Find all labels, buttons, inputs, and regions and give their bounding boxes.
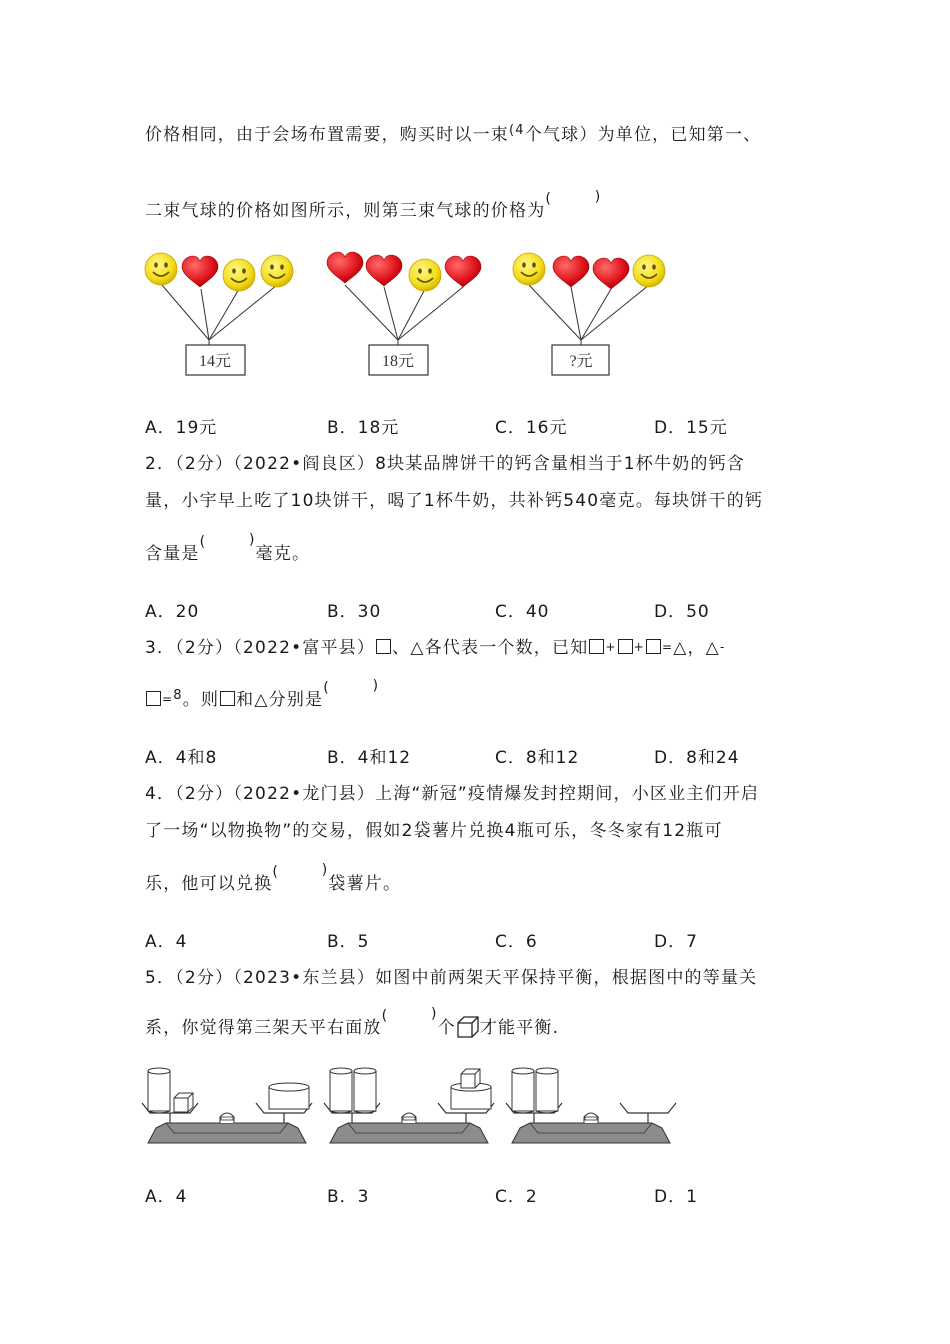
cube-icon [461, 1069, 480, 1088]
q5-text-line2: 系，你觉得第三架天平右面放( ) 个 才能平衡. [145, 1013, 559, 1039]
q1-option-a[interactable]: A．19元 [145, 418, 218, 438]
q3-text-line2: =$^8$。则 和△分别是( ) [145, 685, 379, 710]
q2-option-b[interactable]: B．30 [327, 602, 382, 622]
smiley-balloon-icon [261, 255, 293, 287]
balance-2 [324, 1068, 494, 1143]
q5-option-c[interactable]: C．2 [495, 1187, 538, 1207]
q2-option-d[interactable]: D．50 [654, 602, 710, 622]
q4-option-a[interactable]: A．4 [145, 932, 188, 952]
cube-icon [174, 1093, 193, 1112]
q2-text-line1: 2．（2分）（2022•阎良区）8块某品牌饼干的钙含量相当于1杯牛奶的钙含 [145, 454, 745, 474]
wide-cylinder-icon [269, 1083, 309, 1109]
heart-balloon-icon [553, 256, 589, 287]
q5-option-b[interactable]: B．3 [327, 1187, 370, 1207]
cube-icon [456, 1015, 480, 1039]
q3-text-line1: 3．（2分）（2022•富平县） 、△各代表一个数，已知 + + =△，△- [145, 638, 726, 658]
answer-blank [382, 1016, 438, 1033]
q3-option-b[interactable]: B．4和12 [327, 748, 412, 768]
q5-option-d[interactable]: D．1 [654, 1187, 698, 1207]
square-symbol [220, 691, 235, 706]
q1-text-line2: 二束气球的价格如图所示，则第三束气球的价格为( ) [145, 196, 601, 221]
heart-balloon-icon [445, 256, 481, 287]
balance-1 [142, 1068, 312, 1143]
smiley-balloon-icon [145, 253, 177, 285]
balloon-figure [135, 245, 675, 385]
heart-balloon-icon [327, 252, 363, 283]
balance-figure [138, 1065, 698, 1155]
price-tag-1: 14元 [198, 353, 232, 370]
q4-option-b[interactable]: B．5 [327, 932, 370, 952]
q3-option-c[interactable]: C．8和12 [495, 748, 580, 768]
square-symbol [618, 639, 633, 654]
q4-text-line2: 了一场“以物换物”的交易，假如2袋薯片兑换4瓶可乐，冬冬家有12瓶可 [145, 821, 723, 841]
q1-option-b[interactable]: B．18元 [327, 418, 400, 438]
q3-option-a[interactable]: A．4和8 [145, 748, 218, 768]
heart-balloon-icon [182, 256, 218, 287]
q5-text-line1: 5．（2分）（2023•东兰县）如图中前两架天平保持平衡，根据图中的等量关 [145, 968, 758, 988]
cylinder-icon [512, 1068, 534, 1113]
balance-3 [506, 1068, 676, 1143]
q4-option-c[interactable]: C．6 [495, 932, 538, 952]
price-tag-3: ?元 [569, 353, 593, 370]
balloon-bunch-3 [513, 253, 665, 375]
cylinder-icon [354, 1068, 376, 1113]
heart-balloon-icon [366, 255, 402, 286]
q1-text-line1: 价格相同，由于会场布置需要，购买时以一束$^{(4}$个气球）为单位，已知第一、 [145, 123, 762, 145]
q2-text-line3: 含量是( ) 毫克。 [145, 539, 310, 564]
cylinder-icon [148, 1068, 170, 1113]
smiley-balloon-icon [513, 253, 545, 285]
smiley-balloon-icon [223, 259, 255, 291]
q4-text-line3: 乐，他可以兑换( ) 袋薯片。 [145, 869, 401, 894]
q3-option-d[interactable]: D．8和24 [654, 748, 740, 768]
balloon-bunch-2 [327, 252, 481, 375]
answer-blank [323, 688, 379, 705]
answer-blank [272, 872, 328, 889]
q1-option-d[interactable]: D．15元 [654, 418, 728, 438]
q2-option-a[interactable]: A．20 [145, 602, 200, 622]
square-symbol [589, 639, 604, 654]
square-symbol [376, 639, 391, 654]
square-symbol [146, 691, 161, 706]
q2-option-c[interactable]: C．40 [495, 602, 550, 622]
answer-blank [545, 199, 601, 216]
q2-text-line2: 量，小宇早上吃了10块饼干，喝了1杯牛奶，共补钙540毫克。每块饼干的钙 [145, 491, 764, 511]
q4-option-d[interactable]: D．7 [654, 932, 698, 952]
square-symbol [646, 639, 661, 654]
heart-balloon-icon [593, 258, 629, 289]
answer-blank [200, 542, 256, 559]
cylinder-icon [536, 1068, 558, 1113]
cylinder-icon [330, 1068, 352, 1113]
q4-text-line1: 4．（2分）（2022•龙门县）上海“新冠”疫情爆发封控期间，小区业主们开启 [145, 784, 760, 804]
price-tag-2: 18元 [381, 353, 415, 370]
smiley-balloon-icon [409, 259, 441, 291]
q5-option-a[interactable]: A．4 [145, 1187, 188, 1207]
balloon-bunch-1 [145, 253, 293, 375]
smiley-balloon-icon [633, 255, 665, 287]
q1-option-c[interactable]: C．16元 [495, 418, 568, 438]
